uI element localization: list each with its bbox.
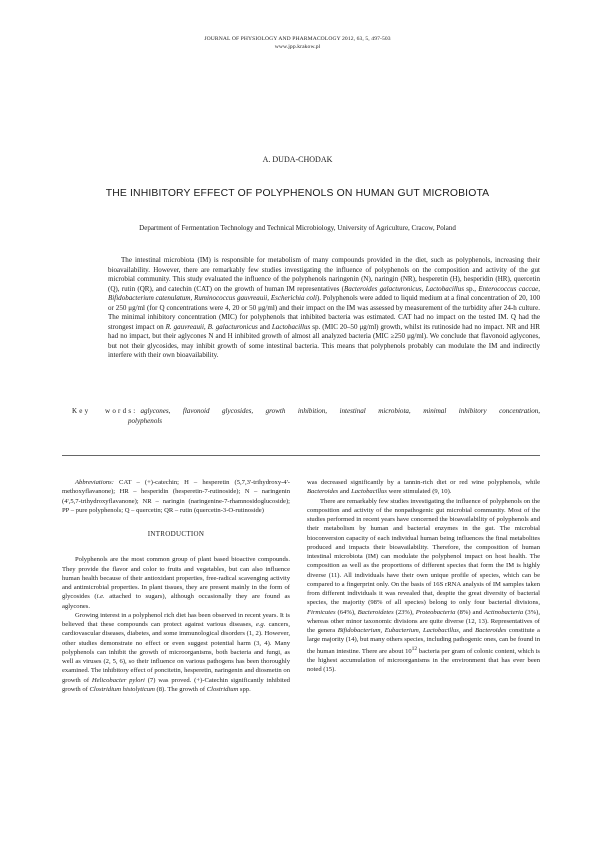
abstract-species: Lactobacillus [271,322,311,331]
abbreviations [62,478,290,515]
author-name: A. DUDA-CHODAK [262,155,333,164]
body-text-italic: Bacteroides [307,488,339,496]
body-text-italic: Firmicutes [307,608,336,616]
keywords-list-continued: polyphenols [128,416,163,425]
abstract-text: and [257,322,272,331]
right-column [307,478,540,674]
body-text-italic: Helicobacter pylori [91,676,145,684]
abbreviations-text: CAT – (+)-catechin; H – hesperetin (5,7,3'-trihydroxy-4'-methoxyflavanone); HR – hesperidin (hesperetin-7-rutinoside); N – naringenin (4',5,7-trihydroxyflavanone); NR – naringin (naringenine-7-rhamnosidoglucoside); PP – pure polyphenols; Q – quercetin; QR – rutin (quercetin-3-O-rutinoside) [62,479,290,514]
body-text: attached to sugars), although occasionally they are found as aglycones. [62,593,290,610]
body-text-italic: Clostridium [206,685,239,693]
body-text: (23%), [393,608,416,616]
journal-citation: JOURNAL OF PHYSIOLOGY AND PHARMACOLOGY 2012, 63, 5, 497-503 [204,36,391,42]
journal-header [0,35,595,51]
abstract-species: R. gauvreauii [165,322,204,331]
abstract-text: , [203,322,208,331]
abbreviations-label: Abbreviations: [75,479,114,486]
keywords [72,407,540,426]
journal-url: www.jpp.krakow.pl [274,44,321,50]
body-text: were stimulated (9, 10). [386,488,452,496]
body-text-italic: Lactobacillus [351,488,387,496]
body-text-italic: e.g. [255,621,266,628]
body-paragraph [62,611,290,694]
body-text-italic: Clostridium histolyticum [89,685,155,693]
abstract-text: sp. (MIC 20–50 μg/ml) growth, whilst its rutinoside had no impact. NR and HR had no impact, but their aglycones N and H inhibited growth of almost all analyzed bacteria (MIC ≥250 μg/ml). We conclude that flavonoid aglycones, but not their glycosides, may inhibit growth of some intestinal bacteria. This means that polyphenols probably can modulate the IM and indirectly interfere with their own bioavailability. [108,322,540,359]
body-text-italic: Bacteroidetes [357,608,394,616]
abstract-text: The intestinal microbiota (IM) is responsible for metabolism of many compounds provided in the diet, such as polyphenols, increasing their bioavailability. However, there are remarkably few studies investigating the influence of polyphenols on the composition and activity of the gut microbial community. This study evaluated the influence of the polyphenols naringenin (N), naringin (NR), hesperetin (H), hesperidin (HR), quercetin (Q), rutin (QR), and catechin (CAT) on the growth of human IM representatives ( [108,256,540,293]
section-heading-introduction: INTRODUCTION [147,530,205,538]
body-paragraph [307,497,540,675]
body-text-superscript: 12 [411,645,418,652]
body-text: cancers, cardiovascular diseases, diabetes, and some immunological disorders (1, 2). However, other studies demonstrate no effect or even suggest potential harm (3, 4). Many polyphenols can inhibit the growth of microorganisms, both bacteria and fungi, as well as viruses (2, 5, 6), so their influence on various pathogens has been thoroughly examined. The inhibitory effect of poncitetin, hesperetin, naringenin and diosmetin on growth of [62,621,290,684]
abstract-text: ). Polyphenols were added to liquid medium at a final concentration of 20, 100 or 250 μg/ml (for Q concentrations were 4, 20 or 50 μg/ml) and their impact on the IM was assessed by measurement of the turbidity after 24-h culture. The minimal inhibitory concentration (MIC) for polyphenols that inhibited bacteria was estimated. CAT had no impact on the tested IM. Q had the strongest impact on [108,294,540,331]
body-text: constitute a large majority (14), but many others species, including pathogenic ones, can be found in the human intestine. There are about 10 [307,627,540,655]
body-text: bacteria per gram of colonic content, which is the highest accumulation of microorganisms in the environment that has ever been noted (15). [307,647,540,674]
body-text: Polyphenols are the most common group of plant based bioactive compounds. They provide the flavor and color to fruits and vegetables, but can also influence human health because of their antioxidant properties, free-radical scavenging activity and antimicrobial properties. In plant tissues, they are present mainly in the form of glycosides ( [62,556,290,601]
keywords-list: aglycones, flavonoid glycosides, growth inhibition, intestinal microbiota, minimal inhibitory concentration, [140,407,541,415]
body-paragraph [307,478,540,497]
body-text: and [460,627,476,634]
body-text-italic: Actinobacteria [484,608,524,616]
body-text: (3%), whereas other minor taxonomic divisions are quite diverse (12, 13). Representatives of the genera [307,608,540,634]
article-title: THE INHIBITORY EFFECT OF POLYPHENOLS ON HUMAN GUT MICROBIOTA [105,188,490,199]
abstract-species: B. galacturonicus [207,322,258,331]
left-column [62,478,290,694]
body-text-italic: Bifidobacterium, Eubacterium, Lactobacillus, [337,627,461,634]
body-text-italic: Bacteroides [475,627,507,634]
author-affiliation: Department of Fermentation Technology and Technical Microbiology, University of Agriculture, Cracow, Poland [139,224,456,232]
body-text: (64%), [335,608,358,616]
abstract-species: Enterococcus caccae, Bifidobacterium catenulatum, Ruminococcus gauvreauii, Escherichia coli [108,284,540,302]
body-text-italic: Proteobacteria [415,608,456,616]
abstract-species: Bacteroides galacturonicus, Lactobacillus [343,284,465,293]
body-text: (8). The growth of [154,685,207,693]
body-text: There are remarkably few studies investigating the influence of polyphenols on the composition and activity of the nonpathogenic gut microbial community. Most of the studies performed in recent years have concerned the bioavailability of polyphenols and their metabolism by human and bacterial enzymes in the gut. The microbial bioconversion capacity of each individual human being influences the final metabolites produced and impacts their bioavailability. Therefore, the composition of human intestinal microbiota (IM) can modulate the polyphenol impact on host health. The composition as well as the proportions of different species that form the IM is highly diverse (11). All individuals have their own unique profile of species, which can be compared to a fingerprint only. On the basis of 16S rRNA analysis of IM samples taken from different individuals it was revealed that, despite the great diversity of bacterial species, the majority (98% of all species) belong to only four bacterial divisions, [307,497,540,607]
body-text: Growing interest in a polyphenol rich diet has been observed in recent years. It is believed that these compounds can protect against various diseases, [62,611,290,628]
body-text: spp. [238,685,251,693]
keywords-label: Key words: [72,407,138,415]
abstract-text: sp., [464,284,479,293]
body-text: and [338,488,352,496]
abstract [108,256,540,361]
section-divider [62,455,540,456]
body-paragraph [62,555,290,611]
body-text-italic: i.e. [96,593,105,601]
body-text: (7) was proved. (+)-Catechin significantly inhibited growth of [62,676,290,693]
body-text: was decreased significantly by a tannin-rich diet or red wine polyphenols, while [307,479,540,486]
body-text: (8%) and [455,608,484,616]
